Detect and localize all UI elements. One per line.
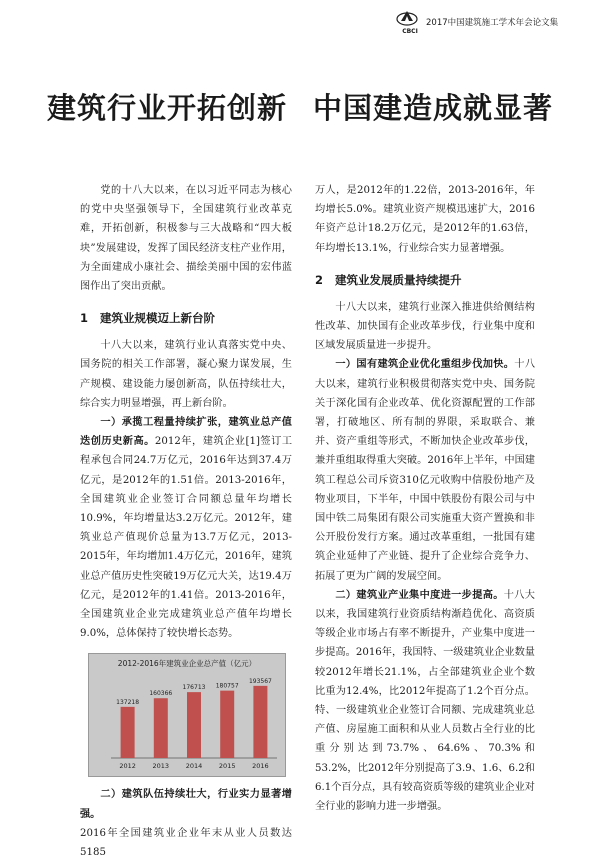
- chart-bar-2014: [187, 693, 201, 759]
- section-2-heading: [315, 272, 535, 288]
- intro-paragraph: 党的十八大以来，在以习近平同志为核心的党中央坚强领导下，全国建筑行业改革克难，开拓创新，积极参与三大战略和“四大板块”发展建设，发挥了国民经济支柱产业作用，为全面建成小康社会、描绘美丽中国的宏伟蓝图作出了突出贡献。: [80, 185, 292, 293]
- subsection-2-2: [315, 586, 535, 816]
- chart-tick-label-2015: 2015: [218, 762, 236, 771]
- chart-bar-2013: [154, 699, 168, 759]
- headline-part-2: 中国建造成就显著: [313, 91, 554, 125]
- subsection-1-1-lead: 一）承揽工程量持续扩张，建筑业总产值迭创历史新高。: [80, 417, 292, 448]
- chart-svg: [89, 654, 285, 776]
- section-1-title: 建筑业规模迈上新台阶: [100, 311, 215, 326]
- continued-paragraph: 万人，是2012年的1.22倍，2013-2016年，年均增长5.0%。建筑业资产规模迅速扩大，2016年资产总计18.2万亿元，是2012年的1.63倍，年均增长13.1%，行业综合实力显著增强。: [315, 185, 535, 254]
- cbci-logo-icon: [396, 8, 418, 26]
- subsection-1-2: [80, 785, 292, 823]
- chart-title: 2012-2016年建筑业企业总产值（亿元）: [117, 659, 257, 669]
- chart-data-label-2015: 180757: [215, 683, 239, 691]
- chart-tick-label-2013: 2013: [152, 762, 170, 771]
- logo-text: CBCI: [402, 28, 418, 35]
- subsection-2-1-body: 十八大以来，建筑行业积极贯彻落实党中央、国务院关于深化国有企业改革、优化资源配置的工作部署，打破地区、所有制的界限，采取联合、兼并、资产重组等形式，不断加快企业改革步伐，兼并重组取得重大突破。2016年上半年，中国建筑工程总公司斥资310亿元收购中信股份地产及物业项目，下半年，中国中铁股份有限公司与中国中铁二局集团有限公司实施重大资产置换和非公开股份发行方案。通过改革重组，一批国有建筑企业延伸了产业链、提升了企业综合竞争力、拓展了更为广阔的发展空间。: [315, 359, 536, 582]
- output-value-chart: [88, 653, 286, 777]
- headline-part-1: 建筑行业开拓创新: [46, 91, 287, 125]
- chart-bar-2015: [220, 691, 234, 758]
- chart-plot-area: [111, 678, 277, 770]
- section-1-paragraph: 十八大以来，建筑行业认真落实党中央、国务院的相关工作部署，凝心聚力谋发展，生产规模、建设能力屡创新高，队伍持续壮大，综合实力明显增强，再上新台阶。: [80, 340, 292, 409]
- subsection-2-1: [315, 355, 535, 585]
- chart-tick-label-2016: 2016: [252, 762, 269, 771]
- chart-tick-label-2012: 2012: [119, 762, 136, 771]
- subsection-2-1-lead: 一）国有建筑企业优化重组步伐加快。: [335, 359, 515, 371]
- subsection-1-1-body: 2012年，建筑企业[1]签订工程承包合同24.7万亿元，2016年达到37.4万亿元，是2012年的1.51倍。2013-2016年，全国建筑业企业签订合同额总量年均增长10.9%，年均增量达3.2万亿元。2012年，建筑业总产值现价总量为13.7万亿元，2013-2015年，年均增加1.4万亿元，2016年，建筑业总产值历史性突破19万亿元大关，达19.4万亿元，是2012年的1.41倍。2013-2016年，全国建筑业企业完成建筑业总产值年均增长9.0%，总体保持了较快增长态势。: [80, 436, 293, 640]
- chart-tick-label-2014: 2014: [185, 762, 203, 771]
- article-headline: [0, 86, 600, 127]
- running-title: 2017中国建筑施工学术年会论文集: [426, 18, 559, 28]
- section-1-heading: [80, 310, 292, 326]
- chart-data-label-2012: 137218: [116, 699, 140, 707]
- subsection-2-2-lead: 二）建筑业产业集中度进一步提高。: [335, 589, 504, 601]
- chart-bar-2012: [121, 707, 135, 758]
- section-2-number: 2: [315, 272, 324, 287]
- chart-bar-2016: [253, 686, 267, 758]
- left-column: [80, 181, 292, 862]
- subsection-1-2-body: 2016年全国建筑业企业年末从业人员数达5185: [80, 827, 292, 859]
- chart-data-label-2016: 193567: [248, 678, 272, 686]
- right-column: [315, 181, 535, 816]
- chart-data-label-2014: 176713: [182, 684, 206, 692]
- page-header: [0, 8, 600, 38]
- section-1-number: 1: [80, 311, 89, 326]
- section-2-title: 建筑业发展质量持续提升: [335, 272, 462, 287]
- chart-data-label-2013: 160366: [149, 690, 173, 698]
- subsection-2-2-body: 十八大以来，我国建筑行业资质结构渐趋优化、高资质等级企业市场占有率不断提升，产业集中度进一步提高。2016年，我国特、一级建筑业企业数量较2012年增长21.1%，占全部建筑业企业个数比重为12.4%，比2012年提高了1.2个百分点。特、一级建筑业企业签订合同额、完成建筑业总产值、房屋施工面积和从业人员数占全行业的比重分别达到73.7%、64.6%、70.3%和53.2%，比2012年分别提高了3.9、1.6、6.2和6.1个百分点，具有较高资质等级的建筑业企业对全行业的影响力进一步增强。: [315, 589, 535, 813]
- subsection-1-2-lead: 二）建筑队伍持续壮大，行业实力显著增强。: [80, 789, 292, 820]
- section-2-paragraph: 十八大以来，建筑行业深入推进供给侧结构性改革、加快国有企业改革步伐，行业集中度和区域发展质量进一步提升。: [315, 301, 535, 352]
- subsection-1-1: [80, 413, 292, 643]
